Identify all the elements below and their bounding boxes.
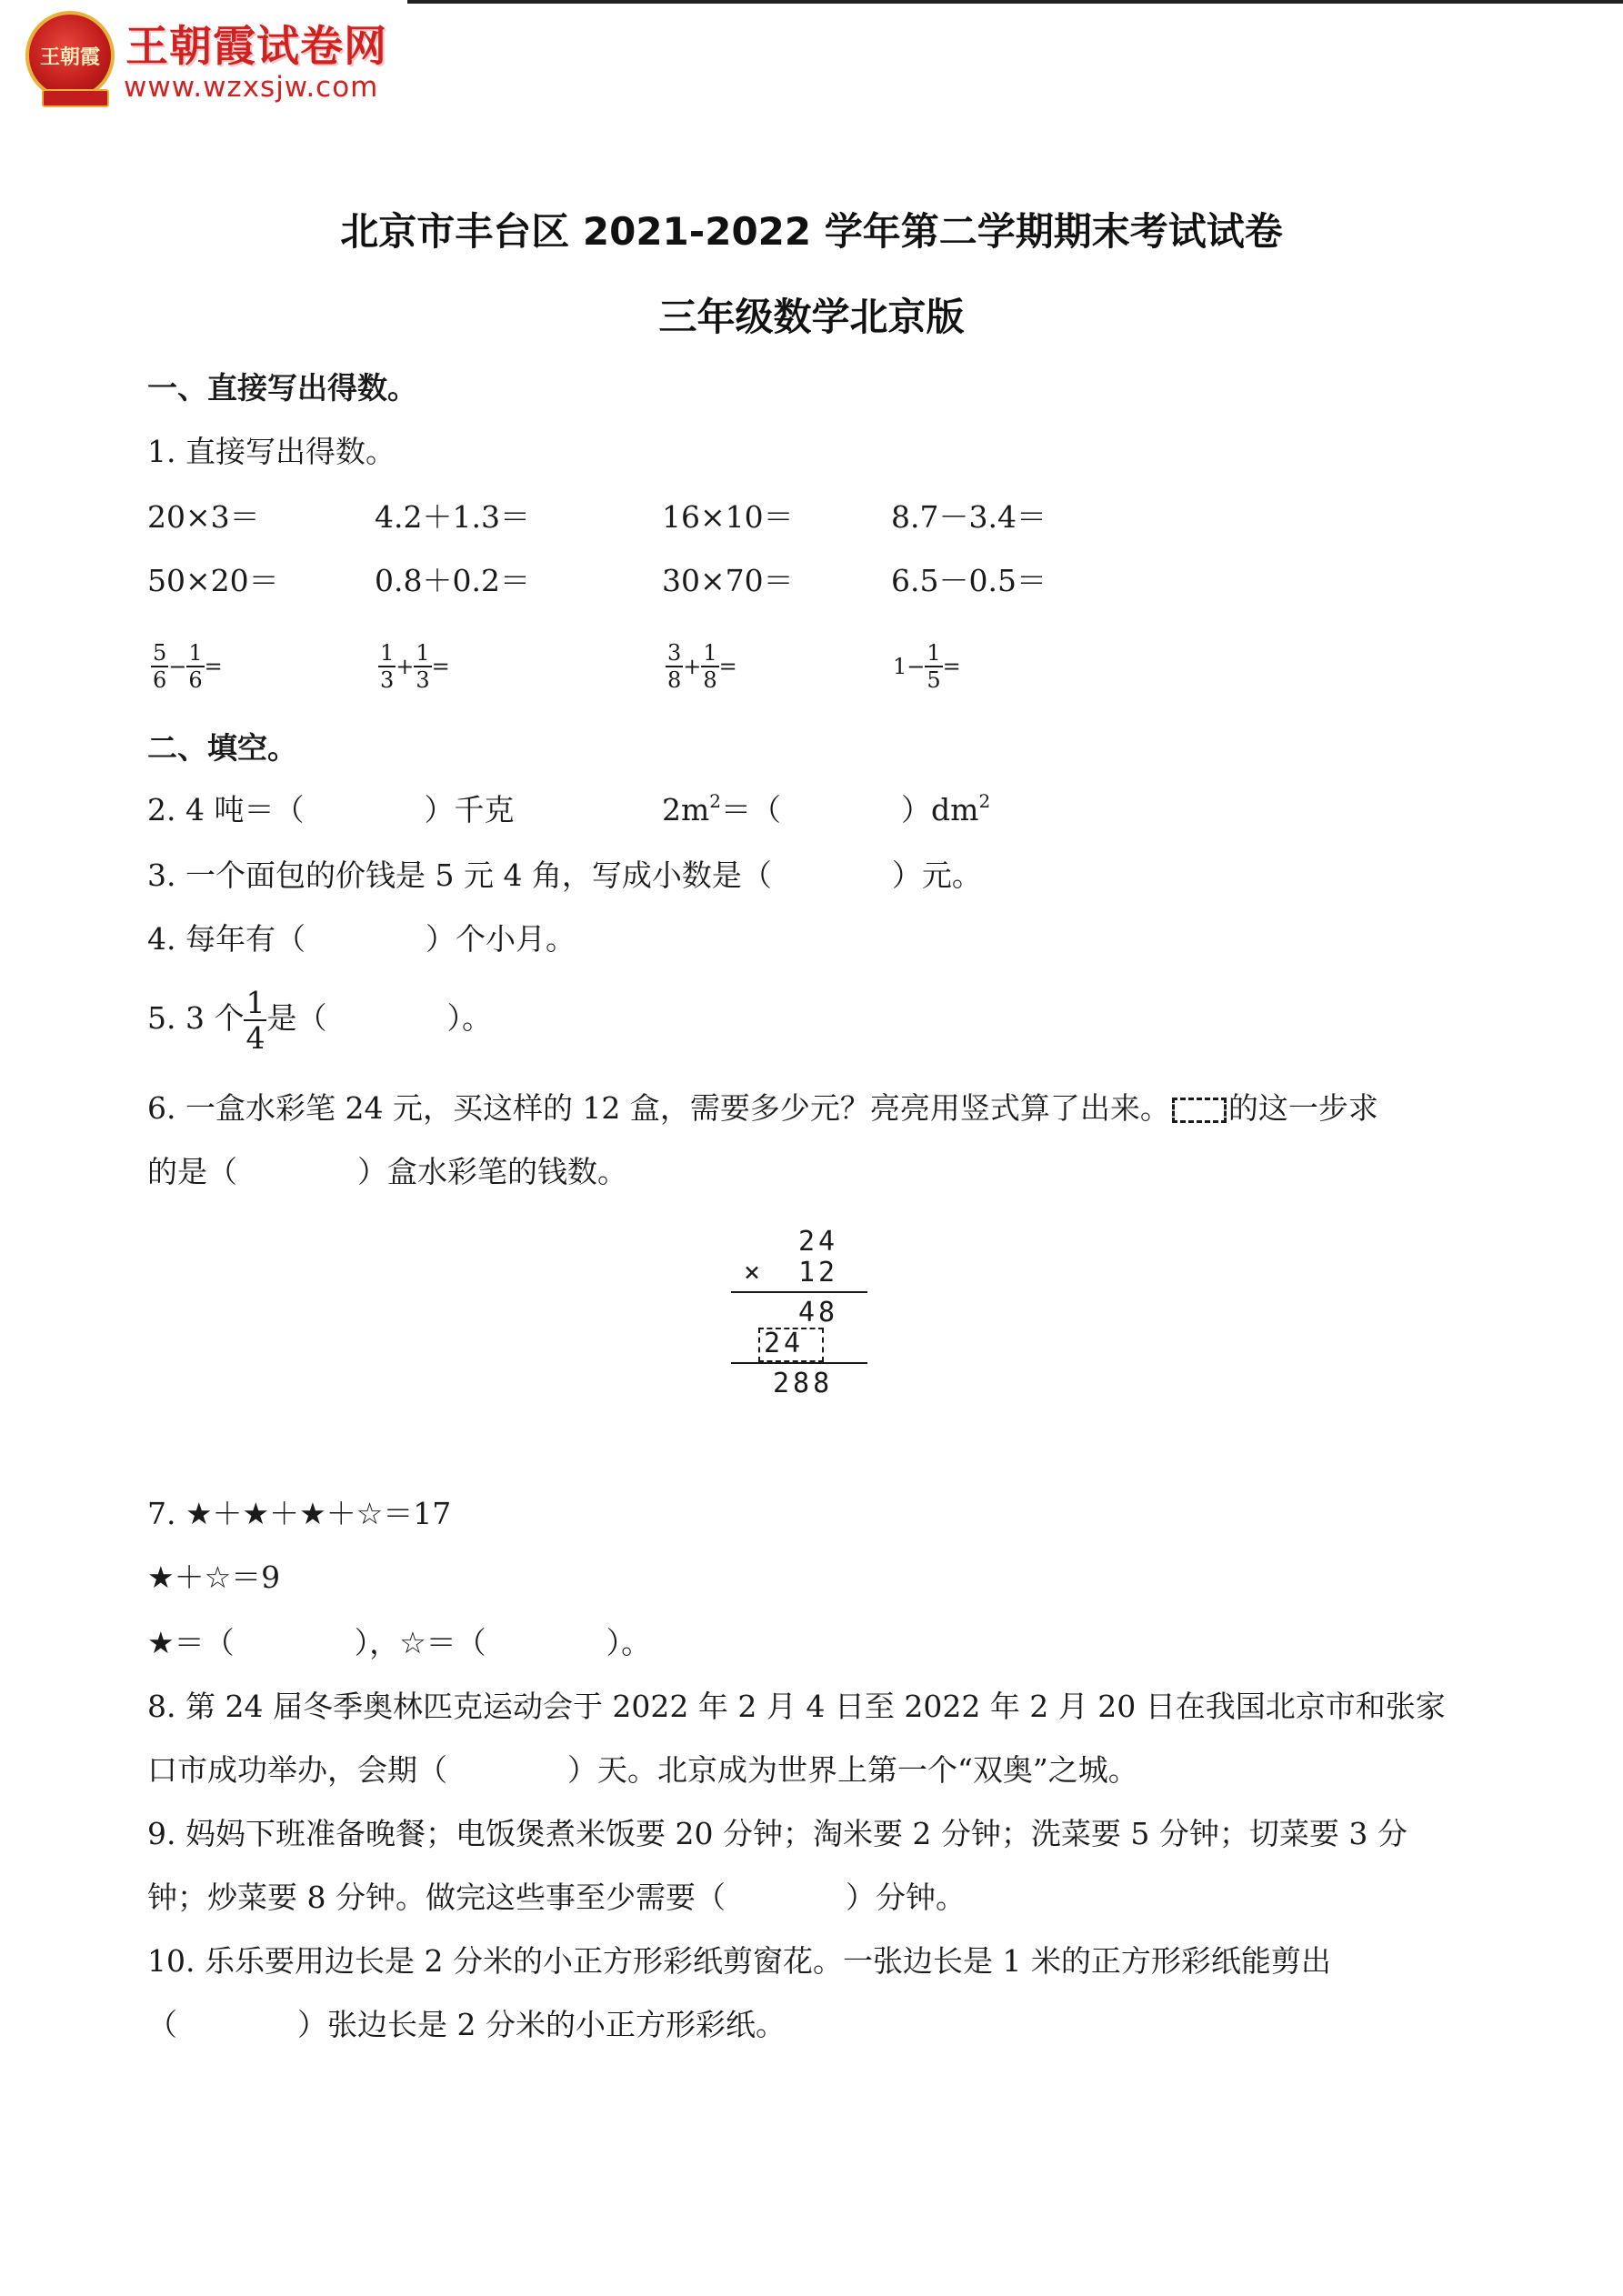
calc-item: 16×10＝	[662, 499, 794, 535]
fraction	[925, 642, 942, 691]
fraction	[151, 642, 168, 691]
question-7-line-3: ★＝（ ），☆＝（ ）。	[147, 1625, 652, 1660]
equals: =	[942, 654, 961, 679]
operator: +	[396, 654, 415, 679]
denominator: 6	[188, 667, 203, 693]
operator: −	[168, 654, 187, 679]
logo-ribbon	[42, 89, 109, 107]
top-rule	[407, 0, 1623, 4]
vertical-calculation	[727, 1226, 873, 1408]
question-8-line-2: 口市成功举办，会期（ ）天。北京成为世界上第一个“双奥”之城。	[147, 1752, 1138, 1788]
question-3: 3. 一个面包的价钱是 5 元 4 角，写成小数是（ ）元。	[147, 857, 982, 893]
fraction	[414, 642, 431, 691]
fraction	[186, 642, 204, 691]
calc-row-multiplicand: 24	[798, 1226, 839, 1258]
logo-url[interactable]: www.wzxsjw.com	[124, 71, 379, 104]
calc-item: 8.7－3.4＝	[891, 499, 1047, 535]
question-10-line-1: 10. 乐乐要用边长是 2 分米的小正方形彩纸剪窗花。一张边长是 1 米的正方形彩纸能剪出	[147, 1943, 1331, 1979]
question-6-line-2: 的是（ ）盒水彩笔的钱数。	[147, 1154, 627, 1189]
question-7-line-2: ★＋☆＝9	[147, 1559, 281, 1595]
q6-text-post: 的这一步求	[1227, 1090, 1378, 1126]
calc-item: 4.2＋1.3＝	[375, 499, 530, 535]
denominator: 8	[667, 667, 682, 693]
numerator: 1	[245, 985, 265, 1020]
equals: =	[204, 654, 223, 679]
fraction-item	[666, 642, 737, 691]
denominator: 4	[245, 1020, 265, 1056]
numerator: 3	[667, 640, 682, 666]
question-9-line-1: 9. 妈妈下班准备晚餐；电饭煲煮米饭要 20 分钟；淘米要 2 分钟；洗菜要 5 分钟；切菜要 3 分	[147, 1816, 1408, 1851]
logo-seal-text: 王朝霞	[39, 46, 100, 69]
q6-text: 6. 一盒水彩笔 24 元，买这样的 12 盒，需要多少元？亮亮用竖式算了出来。	[147, 1090, 1170, 1126]
question-10-line-2: （ ）张边长是 2 分米的小正方形彩纸。	[147, 2007, 786, 2042]
logo-seal-icon	[25, 11, 115, 100]
calc-row-operator: ×	[744, 1257, 765, 1288]
fraction	[701, 642, 718, 691]
numerator: 1	[188, 640, 203, 666]
denominator: 3	[380, 667, 395, 693]
question-9-line-2: 钟；炒菜要 8 分钟。做完这些事至少需要（ ）分钟。	[147, 1880, 966, 1915]
calc-item: 0.8＋0.2＝	[375, 563, 530, 598]
fraction	[666, 642, 683, 691]
numerator: 1	[703, 640, 717, 666]
site-logo[interactable]	[25, 7, 407, 107]
section-2-heading: 二、填空。	[147, 730, 297, 766]
question-7-line-1: 7. ★＋★＋★＋☆＝17	[147, 1496, 452, 1531]
denominator: 6	[153, 667, 167, 693]
calc-row-partial-1: 48	[798, 1297, 839, 1328]
calc-item: 6.5－0.5＝	[891, 563, 1047, 598]
numerator: 1	[416, 640, 430, 666]
q5-prefix: 5. 3 个	[147, 1000, 245, 1036]
page-title: 北京市丰台区 2021-2022 学年第二学期期末考试试卷	[340, 209, 1283, 254]
numerator: 5	[153, 640, 167, 666]
question-4: 4. 每年有（ ）个小月。	[147, 921, 576, 957]
question-2a: 2. 4 吨＝（ ）千克	[147, 792, 515, 827]
fraction-item	[893, 642, 961, 691]
section-1-heading: 一、直接写出得数。	[147, 370, 417, 406]
fraction	[378, 642, 396, 691]
denominator: 8	[703, 667, 717, 693]
fraction-item	[151, 642, 223, 691]
calc-item: 20×3＝	[147, 499, 260, 535]
denominator: 3	[416, 667, 430, 693]
equals: =	[718, 654, 737, 679]
question-8-line-1: 8. 第 24 届冬季奥林匹克运动会于 2022 年 2 月 4 日至 2022 年 2 月 20 日在我国北京市和张家	[147, 1689, 1446, 1724]
logo-name: 王朝霞试卷网	[125, 22, 387, 72]
fraction	[244, 985, 266, 1056]
calc-row-result: 288	[773, 1368, 834, 1399]
q2b-exponent: 2	[709, 790, 722, 812]
fraction-item	[378, 642, 450, 691]
calc-item: 30×70＝	[662, 563, 794, 598]
q5-suffix: 是（ ）。	[266, 1000, 492, 1036]
equals: =	[431, 654, 450, 679]
calc-rule	[731, 1291, 867, 1293]
question-1-label: 1. 直接写出得数。	[147, 434, 396, 469]
q2b-prefix: 2m	[662, 792, 710, 827]
question-6-line-1	[147, 1090, 1378, 1126]
dashed-box-icon	[1172, 1098, 1227, 1123]
q2b-middle: ＝（ ）dm	[721, 792, 979, 827]
question-2b	[662, 790, 991, 827]
page-subtitle: 三年级数学北京版	[658, 295, 965, 339]
calc-row-multiplier: 12	[798, 1257, 839, 1288]
operator: 1−	[893, 654, 926, 679]
numerator: 1	[927, 640, 941, 666]
q2b-exponent-2: 2	[978, 790, 991, 812]
question-5	[147, 985, 492, 1056]
calc-rule	[731, 1362, 867, 1364]
numerator: 1	[380, 640, 395, 666]
calc-item: 50×20＝	[147, 563, 279, 598]
operator: +	[683, 654, 702, 679]
calc-row-partial-2: 24	[764, 1328, 805, 1359]
denominator: 5	[927, 667, 941, 693]
